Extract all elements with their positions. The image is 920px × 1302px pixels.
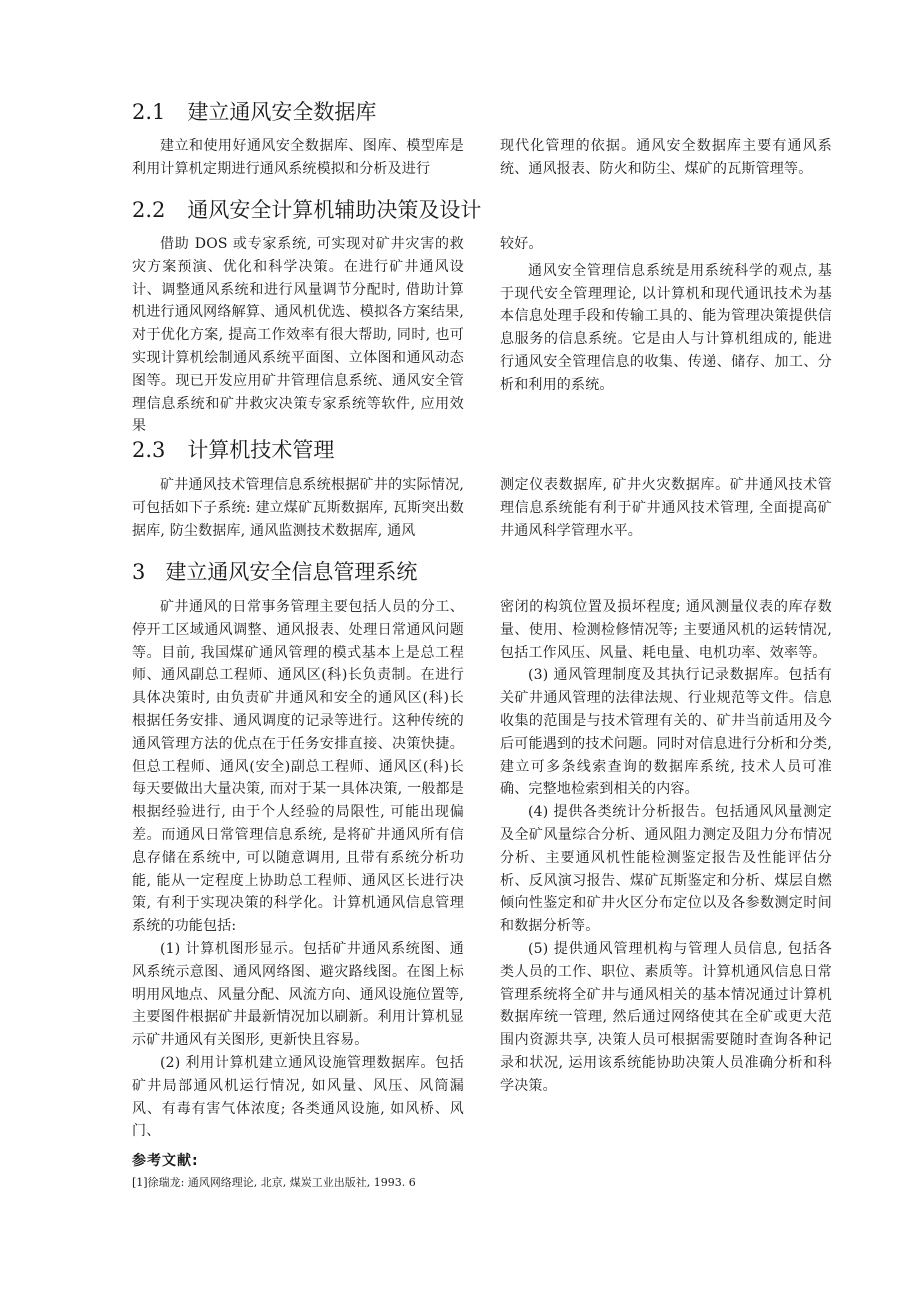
- references-heading: 参考文献:: [132, 1153, 199, 1169]
- section-title: 计算机技术管理: [187, 438, 335, 462]
- paragraph: (2) 利用计算机建立通风设施管理数据库。包括矿井局部通风机运行情况, 如风量、风压、风筒漏风、有毒有害气体浓度; 各类通风设施, 如风桥、风门、: [132, 1054, 464, 1140]
- section-2-3-right-column: [500, 474, 832, 542]
- section-2-1-right-column: [500, 135, 832, 181]
- paragraph: 测定仪表数据库, 矿井火灾数据库。矿井通风技术管理信息系统能有利于矿井通风技术管理, 全面提高矿井通风科学管理水平。: [500, 477, 832, 539]
- paragraph: (4) 提供各类统计分析报告。包括通风风量测定及全矿风量综合分析、通风阻力测定及阻力分布情况分析、主要通风机性能检测鉴定报告及性能评估分析、反风演习报告、煤矿瓦斯鉴定和分析、煤层自燃倾向性鉴定和矿井火区分布定位以及各参数测定时间和数据分析等。: [500, 804, 832, 935]
- section-number: 2.3: [132, 438, 166, 462]
- paragraph: 矿井通风技术管理信息系统根据矿井的实际情况, 可包括如下子系统: 建立煤矿瓦斯数据库, 瓦斯突出数据库, 防尘数据库, 通风监测技术数据库, 通风: [132, 477, 464, 539]
- section-heading-2-3: [132, 436, 832, 464]
- section-2-2-left-column: [132, 233, 464, 438]
- section-title: 通风安全计算机辅助决策及设计: [187, 198, 482, 222]
- paragraph: 建立和使用好通风安全数据库、图库、模型库是利用计算机定期进行通风系统模拟和分析及进行: [132, 138, 464, 177]
- section-heading-3: [132, 558, 832, 586]
- section-3-right-column: [500, 596, 832, 1098]
- reference-item: [1]徐瑞龙: 通风网络理论, 北京, 煤炭工业出版社, 1993. 6: [132, 1176, 416, 1189]
- paragraph: 现代化管理的依据。通风安全数据库主要有通风系统、通风报表、防火和防尘、煤矿的瓦斯管理等。: [500, 138, 832, 177]
- section-3-left-column: [132, 596, 464, 1143]
- section-heading-2-2: [132, 196, 832, 224]
- section-number: 2.2: [132, 198, 166, 222]
- paragraph: 通风安全管理信息系统是用系统科学的观点, 基于现代安全管理理论, 以计算机和现代通讯技术为基本信息处理手段和传输工具的、能为管理决策提供信息服务的信息系统。它是由人与计算机组成的, 能进行通风安全管理信息的收集、传递、储存、加工、分析和利用的系统。: [500, 262, 832, 393]
- paragraph: (5) 提供通风管理机构与管理人员信息, 包括各类人员的工作、职位、素质等。计算机通风信息日常管理系统将全矿井与通风相关的基本情况通过计算机数据库统一管理, 然后通过网络使其在全矿或更大范围内资源共享, 决策人员可根据需要随时查询各种记录和状况, 运用该系统能协助决策人员准确分析和科学决策。: [500, 940, 832, 1094]
- section-2-1-left-column: [132, 135, 464, 181]
- paragraph: 较好。: [500, 236, 543, 252]
- section-number: 2.1: [132, 100, 166, 124]
- section-title: 建立通风安全信息管理系统: [165, 560, 418, 584]
- paragraph: 密闭的构筑位置及损坏程度; 通风测量仪表的库存数量、使用、检测检修情况等; 主要通风机的运转情况, 包括工作风压、风量、耗电量、电机功率、效率等。: [500, 599, 832, 661]
- section-number: 3: [132, 560, 146, 584]
- paragraph: 借助 DOS 或专家系统, 可实现对矿井灾害的救灾方案预演、优化和科学决策。在进行矿井通风设计、调整通风系统和进行风量调节分配时, 借助计算机进行通风网络解算、通风机优选、模拟各方案结果, 对于优化方案, 提高工作效率有很大帮助, 同时, 也可实现计算机绘制通风系统平面图、立体图和通风动态图等。现已开发应用矿井管理信息系统、通风安全管理信息系统和矿井救灾决策专家系统等软件, 应用效果: [132, 236, 464, 435]
- section-heading-2-1: [132, 98, 832, 126]
- paragraph: 矿井通风的日常事务管理主要包括人员的分工、停开工区域通风调整、通风报表、处理日常通风问题等。目前, 我国煤矿通风管理的模式基本上是总工程师、通风副总工程师、通风区(科)长负责制。在进行具体决策时, 由负责矿井通风和安全的通风区(科)长根据任务安排、通风调度的记录等进行。这种传统的通风管理方法的优点在于任务安排直接、决策快捷。但总工程师、通风(安全)副总工程师、通风区(科)长每天要做出大量决策, 而对于某一具体决策, 一般都是根据经验进行, 由于个人经验的局限性, 可能出现偏差。而通风日常管理信息系统, 是将矿井通风所有信息存储在系统中, 可以随意调用, 且带有系统分析功能, 能从一定程度上协助总工程师、通风区长进行决策, 有利于实现决策的科学化。计算机通风信息管理系统的功能包括:: [132, 599, 464, 935]
- paragraph: (1) 计算机图形显示。包括矿井通风系统图、通风系统示意图、通风网络图、避灾路线图。在图上标明用风地点、风量分配、风流方向、通风设施位置等, 主要图件根据矿井最新情况加以刷新。利用计算机显示矿井通风有关图形, 更新快且容易。: [132, 940, 464, 1049]
- section-2-2-right-column: [500, 233, 832, 397]
- section-title: 建立通风安全数据库: [187, 100, 377, 124]
- section-2-3-left-column: [132, 474, 464, 542]
- paragraph: (3) 通风管理制度及其执行记录数据库。包括有关矿井通风管理的法律法规、行业规范等文件。信息收集的范围是与技术管理有关的、矿井当前适用及今后可能遇到的技术问题。同时对信息进行分析和分类, 建立可多条线索查询的数据库系统, 技术人员可准确、完整地检索到相关的内容。: [500, 667, 832, 798]
